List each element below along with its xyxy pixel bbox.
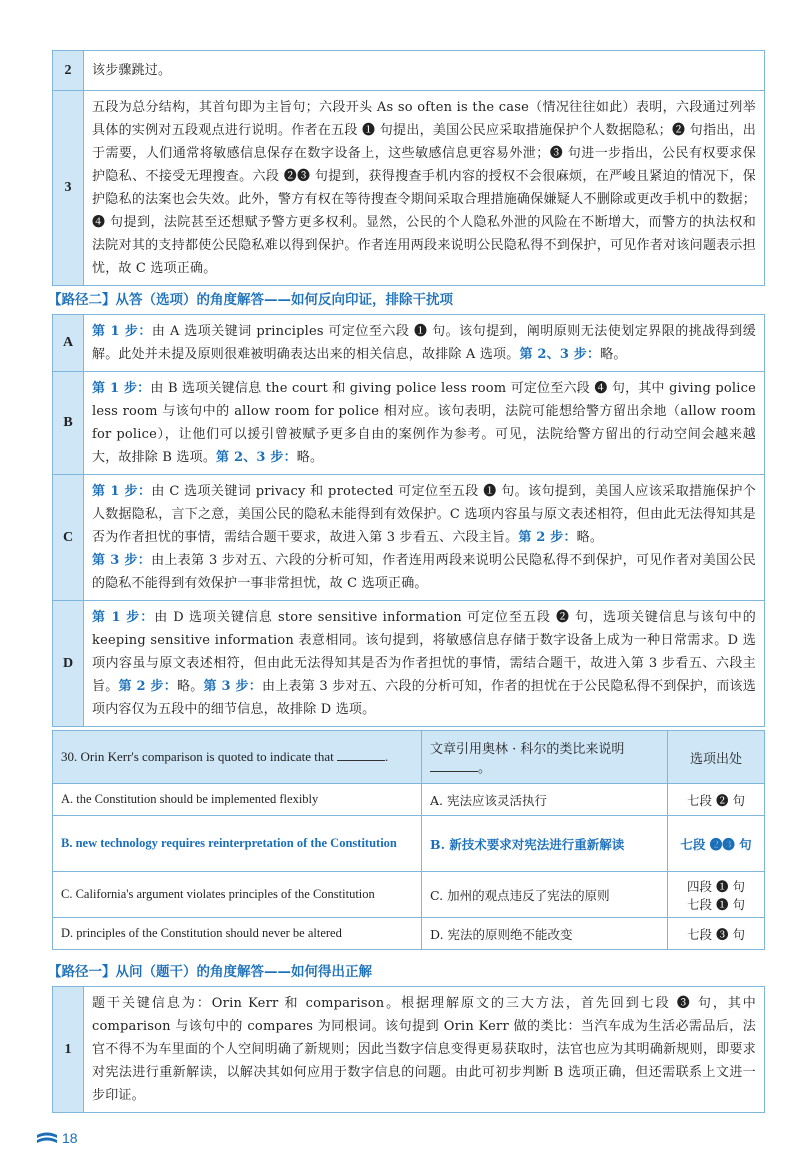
- step-text: 由 D 选项关键信息 store sensitive information 可定位至五段 ❷ 句，选项关键信息与该句中的 keeping sensitive information 表意相同。该句提到，将敏感信息存储于数字设备上成为一种日常需求。D 选项内容虽与原文表述相符，但由此无法得知其是否为作者担忧的事情，需结合题干，故进入第 3 步看五、六段主旨。: [92, 610, 756, 694]
- question-header-row: [53, 731, 765, 784]
- question-stem-cn: [422, 731, 668, 784]
- page-number: 18: [62, 1130, 78, 1146]
- table-row: [53, 91, 765, 286]
- row-key: 2: [53, 51, 84, 91]
- step-label: 第 3 步：: [92, 553, 152, 568]
- table-row: [53, 315, 765, 372]
- step-label: 第 1 步：: [92, 381, 151, 396]
- book-icon: [36, 1131, 58, 1145]
- options-analysis-table: [52, 314, 765, 727]
- option-row-c: [53, 872, 765, 918]
- row-key: B: [53, 372, 84, 475]
- row-key: 1: [53, 987, 84, 1113]
- table-row: [53, 51, 765, 91]
- stem-cn-text: 文章引用奥林 · 科尔的类比来说明: [430, 742, 625, 757]
- step-text: 略。: [177, 679, 204, 694]
- question-analysis-table: [52, 986, 765, 1113]
- step-text: 略。: [576, 530, 604, 545]
- row-text: [84, 372, 765, 475]
- option-row-d: [53, 918, 765, 950]
- option-cn: D. 宪法的原则绝不能改变: [422, 918, 668, 950]
- option-cn: C. 加州的观点违反了宪法的原则: [422, 872, 668, 918]
- step-text: 由上表第 3 步对五、六段的分析可知，作者的担忧在于公民隐私得不到保护，而该选项内容仅为五段中的细节信息，故排除 D 选项。: [92, 679, 756, 717]
- row-text: 五段为总分结构，其首句即为主旨句；六段开头 As so often is the case（情况往往如此）表明，六段通过列举具体的实例对五段观点进行说明。作者在五段 ❶ 句提出，美国公民应采取措施保护个人数据隐私；❷ 句指出，出于需要，人们通常将敏感信息保存在数字设备上，这些敏感信息更容易外泄；❸ 句进一步指出，公民有权要求保护隐私、不接受无理搜查。六段 ❷❸ 句提到，获得搜查手机内容的授权不会很麻烦，在严峻且紧迫的情况下，保护隐私的法案也会失效。此外，警方有权在等待搜查令期间采取合理措施确保嫌疑人不删除或更改手机中的数据；❹ 句提到，法院甚至还想赋予警方更多权利。显然，公民的个人隐私外泄的风险在不断增大，而警方的执法权和法院对其的支持都使公民隐私难以得到保护。作者连用两段来说明公民隐私得不到保护，可见作者对该问题表示担忧，故 C 选项正确。: [84, 91, 765, 286]
- step-text: 略。: [600, 347, 627, 362]
- analysis-table-top: [52, 50, 765, 286]
- step-label: 第 3 步：: [203, 679, 263, 694]
- question-stem-en: [53, 731, 422, 784]
- table-row: [53, 372, 765, 475]
- option-row-b: [53, 816, 765, 872]
- step-label: 第 2 步：: [118, 679, 178, 694]
- step-label: 第 2、3 步：: [216, 450, 297, 465]
- row-text: 该步骤跳过。: [84, 51, 765, 91]
- option-source: 七段 ❷❸ 句: [668, 816, 765, 872]
- step-label: 第 2 步：: [518, 530, 577, 545]
- table-row: [53, 475, 765, 601]
- option-en: B. new technology requires reinterpretation of the Constitution: [53, 816, 422, 872]
- row-text: [84, 475, 765, 601]
- step-text: 由 A 选项关键词 principles 可定位至六段 ❶ 句。该句提到，阐明原则无法使划定界限的挑战得到缓解。此处并未提及原则很难被明确表达出来的相关信息，故排除 A 选项。: [92, 324, 756, 362]
- option-source: [668, 872, 765, 918]
- route-two-title: 【路径二】从答（选项）的角度解答——如何反向印证，排除干扰项: [48, 292, 453, 308]
- option-source: 七段 ❷ 句: [668, 784, 765, 816]
- option-en: D. principles of the Constitution should never be altered: [53, 918, 422, 950]
- table-row: [53, 987, 765, 1113]
- source-line: 七段 ❶ 句: [687, 896, 745, 912]
- source-header: 选项出处: [668, 731, 765, 784]
- answer-blank: [337, 750, 385, 761]
- question-table: [52, 730, 765, 950]
- option-en: C. California's argument violates principles of the Constitution: [53, 872, 422, 918]
- answer-blank: [430, 761, 478, 772]
- step-label: 第 1 步：: [92, 484, 152, 499]
- row-text: [84, 315, 765, 372]
- option-row-a: [53, 784, 765, 816]
- route-one-title: 【路径一】从问（题干）的角度解答——如何得出正解: [48, 964, 372, 980]
- step-text: 略。: [296, 450, 324, 465]
- table-row: [53, 601, 765, 727]
- step-text: 由 C 选项关键词 privacy 和 protected 可定位至五段 ❶ 句。该句提到，美国人应该采取措施保护个人数据隐私，言下之意，美国公民的隐私未能得到有效保护。C 选项内容虽与原文表述相符，但由此无法得知其是否为作者担忧的事情，需结合题干要求，故进入第 3 步看五、六段主旨。: [92, 484, 756, 545]
- row-key: A: [53, 315, 84, 372]
- option-en: A. the Constitution should be implemented flexibly: [53, 784, 422, 816]
- row-text: 题干关键信息为：Orin Kerr 和 comparison。根据理解原文的三大方法，首先回到七段 ❸ 句，其中 comparison 与该句中的 compares 为同根词。该句提到 Orin Kerr 做的类比：当汽车成为生活必需品后，法官不得不为车里面的个人空间明确了新规则；因此当数字信息变得更易获取时，法官也应为其明确新规则，即要求对宪法进行重新解读，以解决其如何应用于数字信息的问题。由此可初步判断 B 选项正确，但还需联系上文进一步印证。: [84, 987, 765, 1113]
- row-text: [84, 601, 765, 727]
- option-cn: B. 新技术要求对宪法进行重新解读: [422, 816, 668, 872]
- step-text: 由 B 选项关键信息 the court 和 giving police less room 可定位至六段 ❹ 句，其中 giving police less room 与该句中的 allow room for police 相对应。该句表明，法院可能想给警方留出余地（allow room for police），让他们可以援引曾被赋予更多自由的案例作为参考。可见，法院给警方留出的行动空间会越来越大，故排除 B 选项。: [92, 381, 756, 465]
- row-key: C: [53, 475, 84, 601]
- step-label: 第 1 步：: [92, 324, 152, 339]
- row-key: 3: [53, 91, 84, 286]
- step-label: 第 2、3 步：: [519, 347, 601, 362]
- stem-en-text: 30. Orin Kerr's comparison is quoted to indicate that: [61, 749, 334, 764]
- step-text: 由上表第 3 步对五、六段的分析可知，作者连用两段来说明公民隐私得不到保护，可见作者对美国公民的隐私不能得到有效保护一事非常担忧，故 C 选项正确。: [92, 553, 756, 591]
- row-key: D: [53, 601, 84, 727]
- page-footer: [36, 1130, 78, 1146]
- option-cn: A. 宪法应该灵活执行: [422, 784, 668, 816]
- source-line: 四段 ❶ 句: [687, 878, 745, 894]
- option-source: 七段 ❸ 句: [668, 918, 765, 950]
- stem-en-suffix: .: [385, 749, 389, 764]
- step-label: 第 1 步：: [92, 610, 155, 625]
- stem-cn-suffix: 。: [478, 761, 492, 776]
